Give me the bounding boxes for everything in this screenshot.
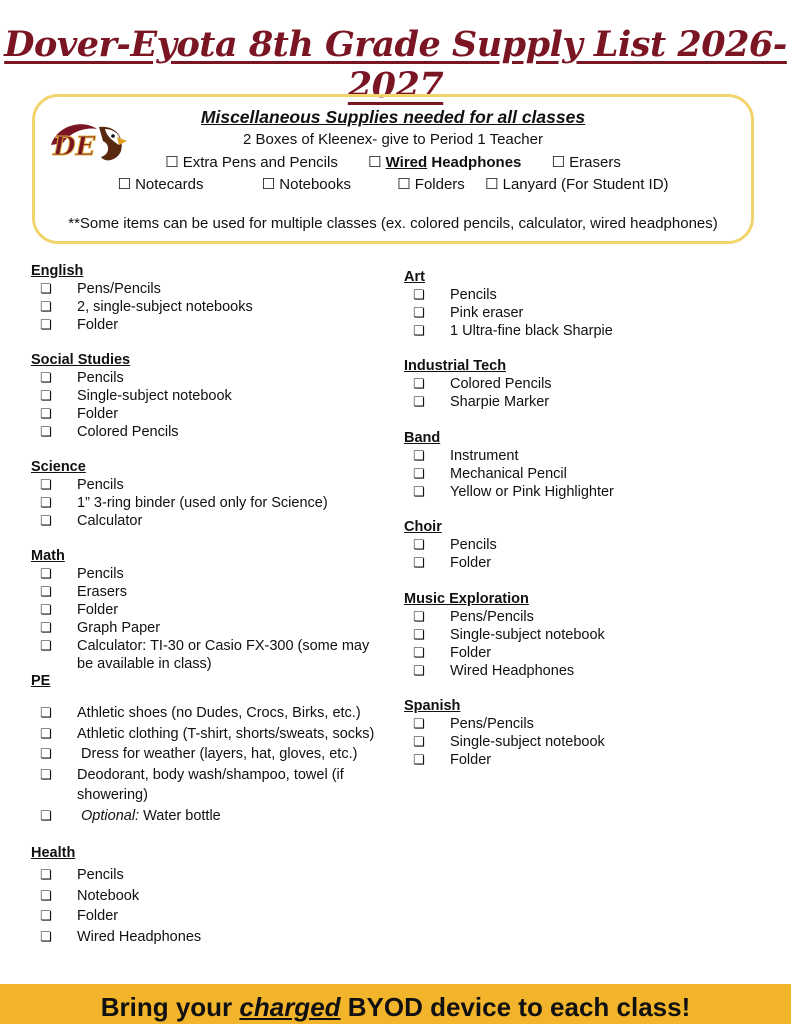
checkbox-icon: ❏ — [40, 317, 52, 332]
checkbox-icon: ☐ — [551, 154, 565, 171]
list-item: ❏ Wired Headphones — [31, 927, 391, 948]
checkbox-icon: ❏ — [40, 705, 52, 720]
list-item: ❏ Colored Pencils — [413, 376, 552, 392]
checkbox-icon: ❏ — [413, 376, 425, 391]
misc-folders: Folders — [414, 176, 465, 193]
checkbox-icon: ❏ — [413, 466, 425, 481]
list-item: ❏ Athletic clothing (T-shirt, shorts/sweats, socks) — [31, 724, 391, 745]
checkbox-icon: ❏ — [40, 908, 52, 923]
checkbox-icon: ❏ — [40, 406, 52, 421]
list-item: ❏ Pencils — [413, 287, 497, 303]
section-pe — [31, 672, 391, 826]
section-title: Choir — [404, 519, 442, 535]
footer-emphasis: charged — [239, 992, 341, 1022]
misc-lanyard: Lanyard (For Student ID) — [502, 176, 669, 193]
section-math — [31, 547, 386, 673]
checkbox-icon: ❏ — [413, 448, 425, 463]
list-item: ❏ Mechanical Pencil — [413, 466, 567, 482]
misc-title: Miscellaneous Supplies needed for all classes — [200, 107, 586, 127]
footer-banner: Bring your charged BYOD device to each class! — [0, 984, 791, 1024]
list-item: ❏ Folder — [40, 602, 119, 618]
list-item: ❏ 2, single-subject notebooks — [40, 299, 253, 315]
list-item: ❏ Folder — [31, 906, 391, 927]
checkbox-icon: ❏ — [40, 513, 52, 528]
list-item: ❏ Pens/Pencils — [413, 609, 534, 625]
checkbox-icon: ❏ — [413, 609, 425, 624]
section-title: Science — [31, 459, 86, 475]
list-item: ❏ Yellow or Pink Highlighter — [413, 484, 614, 500]
section-band — [404, 429, 764, 501]
checkbox-icon: ☐ — [261, 176, 276, 193]
list-item: ❏ Notebook — [31, 886, 391, 907]
list-item: ❏ Optional: Water bottle — [31, 806, 391, 827]
section-music-exploration — [404, 590, 764, 680]
list-item: ❏ Pink eraser — [413, 305, 524, 321]
checkbox-icon: ❏ — [40, 602, 52, 617]
list-item: ❏ Single-subject notebook — [413, 734, 605, 750]
misc-wired: Wired — [385, 154, 428, 171]
checkbox-icon: ❏ — [413, 287, 425, 302]
section-social-studies — [31, 351, 391, 441]
checkbox-icon: ❏ — [413, 663, 425, 678]
list-item: ❏ Calculator: TI-30 or Casio FX-300 (some may be available in class) — [40, 638, 370, 672]
checkbox-icon: ☐ — [397, 176, 411, 193]
checkbox-icon: ❏ — [413, 394, 425, 409]
checkbox-icon: ❏ — [413, 305, 425, 320]
checkbox-icon: ☐ — [165, 154, 179, 171]
checkbox-icon: ❏ — [413, 734, 425, 749]
section-english — [31, 262, 391, 334]
checkbox-icon: ❏ — [413, 323, 425, 338]
list-item: ❏ Pens/Pencils — [40, 281, 161, 297]
list-item: ❏ Erasers — [40, 584, 127, 600]
list-item: ❏ Instrument — [413, 448, 519, 464]
list-item: ❏ Dress for weather (layers, hat, gloves, etc.) — [31, 744, 391, 765]
section-title: Art — [404, 269, 425, 285]
checkbox-icon: ❏ — [40, 887, 52, 903]
section-title: Industrial Tech — [404, 358, 507, 374]
optional-label: Optional: — [81, 807, 140, 824]
checkbox-icon: ❏ — [413, 484, 425, 499]
section-spanish — [404, 697, 764, 769]
list-item: ❏ Colored Pencils — [40, 424, 179, 440]
checkbox-icon: ❏ — [40, 766, 52, 782]
checkbox-icon: ❏ — [40, 867, 52, 882]
list-item: ❏ Pencils — [31, 865, 391, 886]
list-item: ❏ Calculator — [40, 513, 143, 529]
misc-headphones: Headphones — [431, 154, 522, 171]
checkbox-icon: ❏ — [40, 370, 52, 385]
checkbox-icon: ❏ — [40, 638, 52, 653]
list-item: ❏ Pencils — [413, 537, 497, 553]
section-industrial-tech — [404, 357, 764, 411]
checkbox-icon: ❏ — [413, 537, 425, 552]
misc-erasers: Erasers — [569, 154, 621, 171]
section-title: Spanish — [404, 698, 461, 714]
section-title: Music Exploration — [404, 591, 529, 607]
misc-note: **Some items can be used for multiple classes (ex. colored pencils, calculator, wired headphones) — [68, 215, 718, 232]
list-item: ❏ Folder — [40, 317, 119, 333]
misc-notecards: Notecards — [135, 176, 204, 193]
checkbox-icon: ❏ — [40, 424, 52, 439]
checkbox-icon: ❏ — [40, 725, 52, 741]
list-item: ❏ Pencils — [40, 566, 124, 582]
section-title: Social Studies — [31, 352, 131, 368]
checkbox-icon: ☐ — [368, 154, 382, 171]
page-title: Dover-Eyota 8th Grade Supply List 2026-2027 — [4, 24, 787, 106]
checkbox-icon: ❏ — [40, 620, 52, 635]
section-health — [31, 844, 391, 947]
checkbox-icon: ❏ — [40, 388, 52, 403]
list-item: ❏ Folder — [413, 752, 492, 768]
checkbox-icon: ❏ — [40, 807, 52, 823]
list-item: ❏ 1” 3-ring binder (used only for Science) — [40, 495, 328, 511]
section-title: PE — [31, 673, 51, 689]
section-title: Band — [404, 430, 441, 446]
list-item: ❏ Deodorant, body wash/shampoo, towel (if showering) — [40, 766, 344, 803]
section-title: Health — [31, 845, 76, 861]
list-item: ❏ Single-subject notebook — [413, 627, 605, 643]
list-item: ❏ Folder — [413, 645, 492, 661]
section-choir — [404, 518, 764, 572]
list-item: ❏ Wired Headphones — [413, 663, 575, 679]
list-item: ❏ Pencils — [40, 477, 124, 493]
checkbox-icon: ❏ — [40, 495, 52, 510]
checkbox-icon: ❏ — [413, 627, 425, 642]
misc-notebooks: Notebooks — [279, 176, 351, 193]
misc-row-1 — [35, 153, 751, 171]
misc-kleenex: 2 Boxes of Kleenex- give to Period 1 Teacher — [243, 131, 543, 148]
list-item: ❏ Athletic shoes (no Dudes, Crocs, Birks, etc.) — [31, 703, 391, 724]
svg-text:DE: DE — [53, 132, 96, 162]
misc-supplies-box — [32, 94, 754, 244]
checkbox-icon: ❏ — [40, 584, 52, 599]
list-item: ❏ Folder — [40, 406, 119, 422]
list-item: ❏ Pencils — [40, 370, 124, 386]
checkbox-icon: ❏ — [40, 477, 52, 492]
checkbox-icon: ❏ — [413, 645, 425, 660]
checkbox-icon: ❏ — [40, 281, 52, 296]
checkbox-icon: ❏ — [40, 566, 52, 581]
misc-row-2 — [35, 175, 751, 193]
list-item: ❏ 1 Ultra-fine black Sharpie — [413, 323, 613, 339]
checkbox-icon: ❏ — [40, 928, 52, 944]
checkbox-icon: ❏ — [40, 746, 52, 761]
section-title: English — [31, 263, 84, 279]
checkbox-icon: ❏ — [40, 299, 52, 314]
checkbox-icon: ❏ — [413, 555, 425, 570]
checkbox-icon: ☐ — [117, 176, 131, 193]
section-science — [31, 458, 391, 530]
misc-pens: Extra Pens and Pencils — [182, 154, 338, 171]
section-title: Math — [31, 548, 65, 564]
list-item: ❏ Pens/Pencils — [413, 716, 534, 732]
list-item: ❏ Graph Paper — [40, 620, 161, 636]
section-art — [404, 268, 764, 340]
checkbox-icon: ❏ — [413, 752, 425, 767]
list-item: ❏ Single-subject notebook — [40, 388, 232, 404]
checkbox-icon: ☐ — [484, 176, 499, 193]
list-item: ❏ Folder — [413, 555, 492, 571]
list-item: ❏ Sharpie Marker — [413, 394, 550, 410]
checkbox-icon: ❏ — [413, 716, 425, 731]
